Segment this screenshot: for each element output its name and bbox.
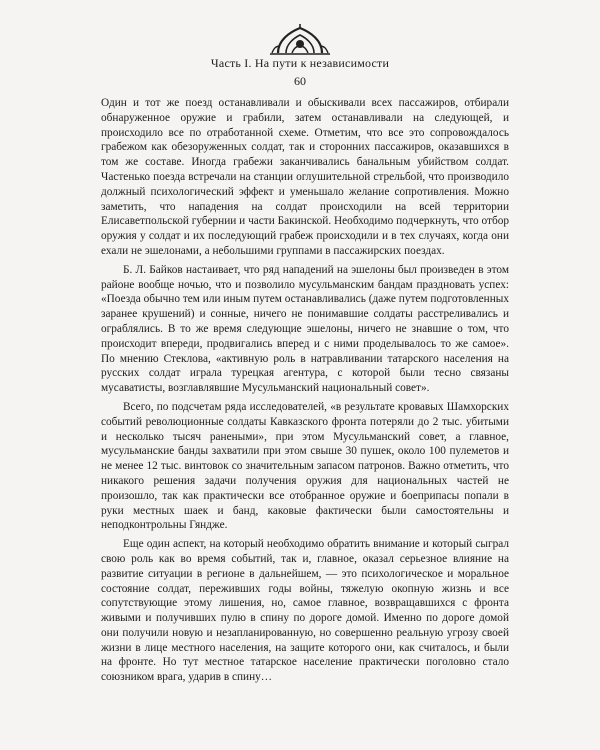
paragraph: Б. Л. Байков настаивает, что ряд нападений на эшелоны был произведен в этом районе вообще ночью, что и позволило мусульманским бандам праздновать успех: «Поезда обычно тем или иным путем останавливались (даже путем подготовленных заранее крушений) и сонные, ничего не понимавшие солдаты расстреливались и ограблялись. В то же время следующие эшелоны, ничего не знавшие о том, что происходит впереди, продвигались вперед и с ними проделывалось то же самое». По мнению Стеклова, «активную роль в натравливании татарского населения на русских солдат играла турецкая агентура, с которой были тесно связаны мусаватисты, возглавлявшие Мусульманский национальный совет». — [101, 263, 509, 395]
ornamental-scroll-icon — [268, 22, 332, 56]
page-number: 60 — [294, 74, 306, 88]
body-text — [101, 96, 509, 685]
paragraph: Один и тот же поезд останавливали и обыскивали всех пассажиров, отбирали обнаруженное оружие и грабили, затем останавливали на следующей, и происходило все по отработанной схеме. Отметим, что все это сопровождалось грабежом как обезоруженных солдат, так и сторонних пассажиров, оказавшихся в том же составе. Иногда грабежи заканчивались банальным убийством солдат. Частенько поезда встречали на станции оглушительной стрельбой, что производило должный психологический эффект и уменьшало желание сопротивления. Можно заметить, что нападения на солдат происходили на всей территории Елисаветпольской губернии и части Бакинской. Необходимо подчеркнуть, что отбор оружия у солдат и их последующий грабеж происходили и в тех случаях, когда они ехали не эшелонами, а небольшими группами в пассажирских поездах. — [101, 97, 509, 257]
running-head: Часть I. На пути к независимости — [210, 56, 390, 70]
paragraph: Всего, по подсчетам ряда исследователей, «в результате кровавых Шамхорских событий революционные солдаты Кавказского фронта потеряли до 2 тыс. убитыми и несколько тысяч ранеными», при этом Мусульманский совет, а главное, мусульманские банды захватили при этом свыше 30 пушек, около 100 пулеметов и не менее 12 тыс. винтовок со значительным запасом патронов. Важно отметить, что никакого решения задачи получения оружия для национальных частей не произошло, так как практически все отобранное оружие и боеприпасы попали в руки местных шаек и банд, каковые фактически были самостоятельны и неподконтрольны Гяндже. — [101, 400, 509, 532]
paragraph: Еще один аспект, на который необходимо обратить внимание и который сыграл свою роль как во время событий, так и, главное, оказал серьезное влияние на развитие ситуации в регионе в дальнейшем, — это психологическое и моральное состояние солдат, переживших годы войны, тяжелую окопную жизнь и все сопутствующие этому лишения, но, самое главное, возвращавшихся с фронта живыми и получивших пулю в спину по дороге домой. Именно по дороге домой они получили новую и незапланированную, но совершенно реальную угрозу своей жизни в лице местного населения, на защите которого они, как считалось, и были на фронте. Но тут местное татарское население практически поголовно стало союзником врага, ударив в спину… — [101, 538, 509, 684]
